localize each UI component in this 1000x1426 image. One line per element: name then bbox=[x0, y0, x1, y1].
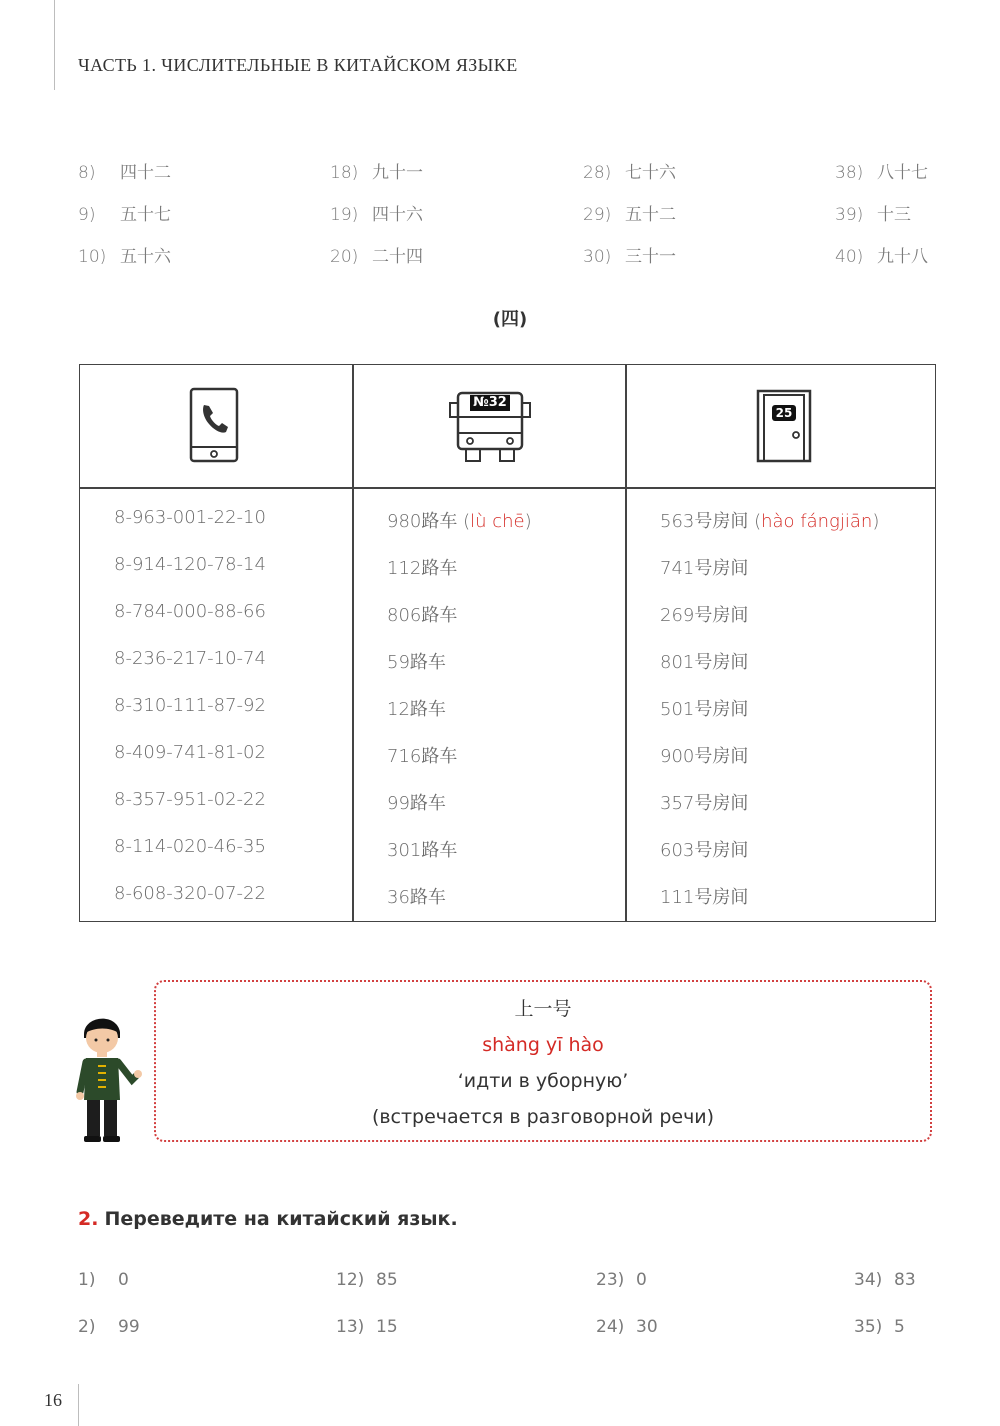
phone-number-cell bbox=[114, 883, 266, 904]
note-hanzi: 上一号 bbox=[514, 998, 572, 1020]
task-heading bbox=[78, 1208, 458, 1230]
room-number-cell-text: 801号房间 bbox=[660, 652, 749, 673]
phone-number-cell-text: 8-784-000-88-66 bbox=[114, 601, 266, 622]
answer-item bbox=[854, 1317, 905, 1337]
answer-index: 23) bbox=[596, 1270, 625, 1290]
bus-route-cell-text: 301路车 bbox=[387, 840, 458, 861]
page-number: 16 bbox=[44, 1390, 62, 1410]
answer-item bbox=[336, 1270, 398, 1290]
answer-item bbox=[596, 1270, 647, 1290]
room-number-cell bbox=[660, 789, 748, 815]
number-item bbox=[835, 158, 928, 183]
answer-number: 0 bbox=[636, 1270, 647, 1290]
number-hanzi: 五十六 bbox=[120, 247, 171, 267]
room-number-cell-text: 603号房间 bbox=[660, 840, 749, 861]
note-comment: (встречается в разговорной речи) bbox=[371, 1106, 715, 1128]
room-number-cell-text: 357号房间 bbox=[660, 793, 749, 814]
number-index: 8) bbox=[78, 163, 96, 183]
number-item bbox=[330, 200, 423, 225]
answer-index: 13) bbox=[336, 1317, 365, 1337]
bus-route-cell-text: 716路车 bbox=[387, 746, 458, 767]
number-hanzi: 四十六 bbox=[372, 205, 423, 225]
bus-route-cell bbox=[387, 601, 457, 627]
number-item bbox=[330, 158, 423, 183]
bus-route-cell-text: 59路车 bbox=[387, 652, 446, 673]
phone-number-cell bbox=[114, 742, 266, 763]
number-index: 20) bbox=[330, 247, 359, 267]
answer-item bbox=[854, 1270, 916, 1290]
note-meaning: ‘идти в уборную’ bbox=[457, 1070, 629, 1092]
task-text: Переведите на китайский язык. bbox=[104, 1208, 458, 1230]
room-number-cell bbox=[660, 883, 748, 909]
number-hanzi: 十三 bbox=[877, 205, 911, 225]
answer-index: 24) bbox=[596, 1317, 625, 1337]
answer-index: 34) bbox=[854, 1270, 883, 1290]
room-number-cell bbox=[660, 648, 748, 674]
number-item bbox=[78, 242, 171, 267]
top-margin-line bbox=[54, 0, 55, 90]
room-number-cell bbox=[660, 554, 748, 580]
number-hanzi: 三十一 bbox=[625, 247, 676, 267]
phone-number-cell-text: 8-914-120-78-14 bbox=[114, 554, 266, 575]
phone-number-cell-text: 8-608-320-07-22 bbox=[114, 883, 266, 904]
bus-route-cell: 980路车 (lù chē) bbox=[387, 511, 532, 532]
answer-index: 2) bbox=[78, 1317, 96, 1337]
phone-number-cell-text: 8-114-020-46-35 bbox=[114, 836, 266, 857]
phone-number-cell-text: 8-963-001-22-10 bbox=[114, 507, 266, 528]
room-number-cell-text: 741号房间 bbox=[660, 558, 749, 579]
answer-index: 35) bbox=[854, 1317, 883, 1337]
bus-route-cell-text: 112路车 bbox=[387, 558, 458, 579]
number-hanzi: 五十二 bbox=[625, 205, 676, 225]
room-number-cell bbox=[660, 836, 748, 862]
bus-route-cell bbox=[387, 883, 446, 909]
number-hanzi: 八十七 bbox=[877, 163, 928, 183]
column-divider bbox=[352, 365, 354, 921]
page-header: ЧАСТЬ 1. ЧИСЛИТЕЛЬНЫЕ В КИТАЙСКОМ ЯЗЫКЕ bbox=[78, 55, 518, 75]
phone-number-cell-text: 8-310-111-87-92 bbox=[114, 695, 266, 716]
bus-route-cell bbox=[387, 648, 446, 674]
number-hanzi: 五十七 bbox=[120, 205, 171, 225]
phone-number-cell bbox=[114, 507, 266, 528]
phone-number-cell-text: 8-357-951-02-22 bbox=[114, 789, 266, 810]
phone-number-cell bbox=[114, 836, 266, 857]
bus-icon bbox=[448, 389, 532, 467]
section-title: (四) bbox=[492, 309, 528, 330]
number-hanzi: 二十四 bbox=[372, 247, 423, 267]
number-hanzi: 七十六 bbox=[625, 163, 676, 183]
boy-illustration bbox=[74, 1010, 144, 1148]
number-index: 40) bbox=[835, 247, 864, 267]
answer-number: 83 bbox=[894, 1270, 916, 1290]
number-index: 10) bbox=[78, 247, 107, 267]
room-number-cell-text: 269号房间 bbox=[660, 605, 749, 626]
bus-route-cell-text: 980路车 bbox=[387, 511, 458, 532]
number-hanzi: 九十一 bbox=[372, 163, 423, 183]
number-hanzi: 九十八 bbox=[877, 247, 928, 267]
number-item bbox=[835, 200, 911, 225]
number-index: 19) bbox=[330, 205, 359, 225]
answer-number: 85 bbox=[376, 1270, 398, 1290]
bus-route-cell bbox=[387, 554, 457, 580]
room-number-cell: 563号房间 (hào fángjiān) bbox=[660, 511, 880, 532]
number-item bbox=[330, 242, 423, 267]
room-number-cell bbox=[660, 695, 748, 721]
header-divider bbox=[80, 487, 935, 489]
door-icon bbox=[756, 389, 812, 467]
bottom-margin-line bbox=[78, 1384, 79, 1426]
phone-number-cell-text: 8-409-741-81-02 bbox=[114, 742, 266, 763]
answer-item bbox=[78, 1270, 129, 1290]
number-item bbox=[583, 200, 676, 225]
number-index: 18) bbox=[330, 163, 359, 183]
note-pinyin: shàng yī hào bbox=[482, 1034, 604, 1056]
room-number-cell-text: 563号房间 bbox=[660, 511, 749, 532]
answer-number: 15 bbox=[376, 1317, 398, 1337]
bus-route-cell-text: 12路车 bbox=[387, 699, 446, 720]
room-number-cell-text: 111号房间 bbox=[660, 887, 749, 908]
number-hanzi: 四十二 bbox=[120, 163, 171, 183]
door-number-label: 25 bbox=[775, 406, 793, 420]
answer-number: 5 bbox=[894, 1317, 905, 1337]
bus-route-cell bbox=[387, 742, 457, 768]
number-index: 38) bbox=[835, 163, 864, 183]
bus-route-cell bbox=[387, 836, 457, 862]
room-number-cell bbox=[660, 601, 748, 627]
number-item bbox=[835, 242, 928, 267]
number-item bbox=[78, 200, 171, 225]
number-index: 9) bbox=[78, 205, 96, 225]
column-divider bbox=[625, 365, 627, 921]
bus-route-cell-text: 36路车 bbox=[387, 887, 446, 908]
phone-number-cell bbox=[114, 648, 266, 669]
answer-index: 12) bbox=[336, 1270, 365, 1290]
answer-index: 1) bbox=[78, 1270, 96, 1290]
task-number: 2. bbox=[78, 1208, 99, 1230]
room-number-cell-text: 900号房间 bbox=[660, 746, 749, 767]
bus-route-cell-pinyin: lù chē bbox=[470, 511, 525, 532]
answer-item bbox=[596, 1317, 658, 1337]
number-index: 30) bbox=[583, 247, 612, 267]
bus-route-cell bbox=[387, 695, 446, 721]
answer-number: 99 bbox=[118, 1317, 140, 1337]
answer-number: 30 bbox=[636, 1317, 658, 1337]
number-index: 29) bbox=[583, 205, 612, 225]
bus-route-cell bbox=[387, 789, 446, 815]
bus-number-label: №32 bbox=[473, 395, 507, 410]
number-item bbox=[583, 158, 676, 183]
bus-route-cell-text: 99路车 bbox=[387, 793, 446, 814]
bus-route-cell-text: 806路车 bbox=[387, 605, 458, 626]
phone-number-cell bbox=[114, 789, 266, 810]
number-item bbox=[583, 242, 676, 267]
phone-number-cell bbox=[114, 554, 266, 575]
answer-number: 0 bbox=[118, 1270, 129, 1290]
answer-item bbox=[78, 1317, 140, 1337]
phone-icon bbox=[189, 387, 239, 467]
phone-number-cell bbox=[114, 601, 266, 622]
practice-table bbox=[79, 364, 936, 922]
answer-item bbox=[336, 1317, 398, 1337]
number-index: 39) bbox=[835, 205, 864, 225]
number-index: 28) bbox=[583, 163, 612, 183]
room-number-cell-text: 501号房间 bbox=[660, 699, 749, 720]
number-item bbox=[78, 158, 171, 183]
phone-number-cell-text: 8-236-217-10-74 bbox=[114, 648, 266, 669]
room-number-cell-pinyin: hào fángjiān bbox=[761, 511, 873, 532]
room-number-cell bbox=[660, 742, 748, 768]
phone-number-cell bbox=[114, 695, 266, 716]
